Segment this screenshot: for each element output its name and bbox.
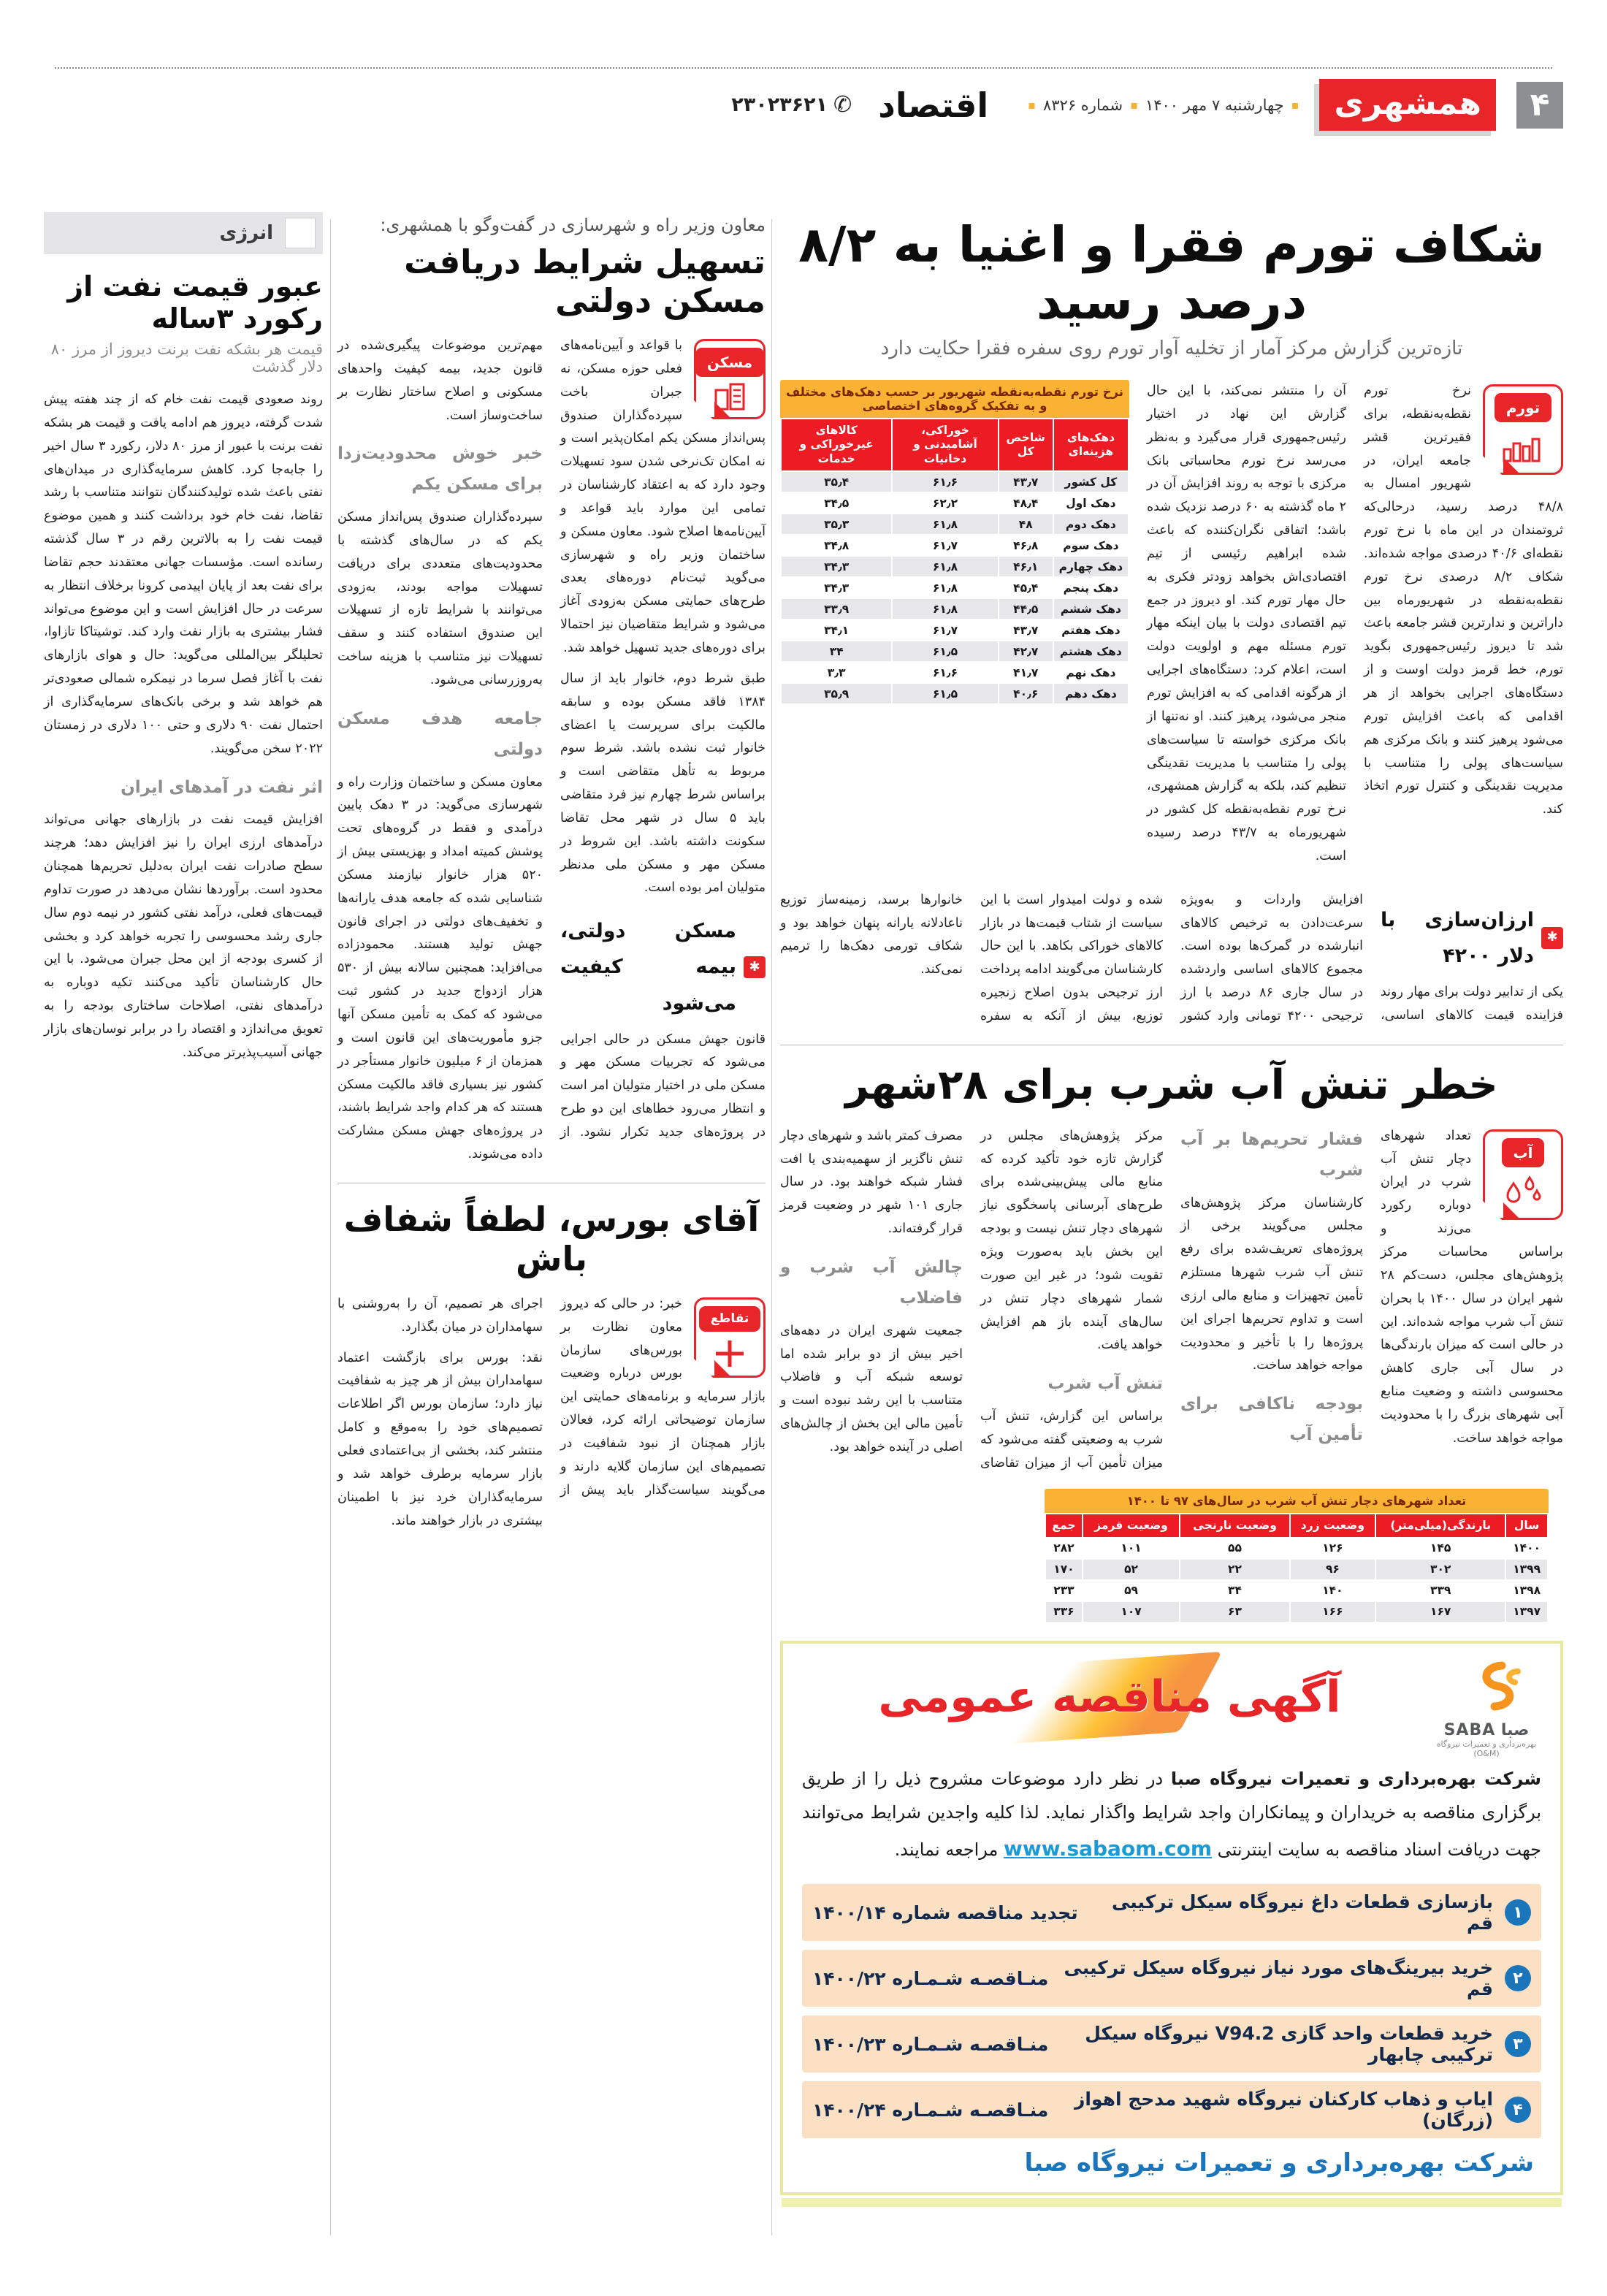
tender-item — [802, 2081, 1541, 2138]
table-cell: ۳۴٫۳ — [781, 577, 892, 598]
tender-item-ref: تجدید مناقصه شماره ۱۴۰۰/۱۴ — [812, 1902, 1078, 1923]
table-cell: دهک هفتم — [1053, 619, 1129, 641]
table-cell: ۱۴۰۰ — [1505, 1538, 1548, 1559]
lead-subhead: تازه‌ترین گزارش مرکز آمار از تخلیه آوار تورم روی سفره فقرا حکایت دارد — [880, 337, 1463, 359]
right-band — [780, 212, 1563, 2207]
lead-paragraph: آن را منتشر نمی‌کند، با این حال گزارش این نهاد در اختیار رئیس‌جمهوری قرار می‌گیرد و به‌نظر می‌رسد نرخ تورم محاسباتی بانک مرکزی با توجه به روند افزایش آن در ۲ ماه گذشته به ۶۰ درصد نزدیک شده باشد؛ اتفاقی نگران‌کننده که باعث شده ابراهیم رئیسی از تیم اقتصادی‌اش بخواهد زودتر فکری به حال مهار تورم کند. او دیروز در جمع تیم اقتصادی دولت با بیان اینکه مهار تورم مسئله مهم و اولویت دولت است، اعلام کرد: دستگاه‌های اجرایی از هرگونه اقدامی که به افزایش تورم منجر می‌شود، پرهیز کنند. او نه‌تنها از بانک مرکزی خواسته تا سیاست‌های پولی را متناسب با مدیریت نقدینگی تنظیم کند، بلکه به گزارش همشهری، نرخ تورم نقطه‌به‌نقطه کل کشور در شهریورماه به ۴۳/۷ درصد رسیده است. — [1147, 384, 1346, 863]
saba-swirl-icon — [1454, 1658, 1541, 1721]
table-row — [781, 683, 1129, 704]
inflation-table-title: نرخ تورم نقطه‌به‌نقطه شهریور بر حسب دهک‌های مختلف و به تفکیک گروه‌های اختصاصی — [780, 380, 1129, 418]
water-paragraph: تعداد شهرهای دچار تنش آب شرب در ایران دوباره رکورد می‌زند و براساس محاسبات مرکز پژوهش‌های مجلس، دست‌کم ۲۸ شهر ایران در سال ۱۴۰۰ با بحران تنش آب شرب مواجه شده‌اند. این در حالی است که میزان بارندگی‌ها در سال آبی جاری کاهش محسوسی داشته و وضعیت منابع آبی شهرهای بزرگ را با محدودیت مواجه خواهد ساخت. — [1381, 1128, 1563, 1446]
table-row — [1045, 1559, 1548, 1580]
table-row — [781, 662, 1129, 683]
col-header: وضعیت زرد — [1290, 1514, 1375, 1538]
table-cell: ۶۱٫۸ — [892, 598, 998, 619]
inflation-table-head — [781, 419, 1129, 471]
table-row — [781, 514, 1129, 535]
orange-dot-icon: ▪ — [1130, 98, 1138, 112]
ad-website-link[interactable]: www.sabaom.com — [1004, 1837, 1213, 1861]
table-cell: ۶۱٫۸ — [892, 514, 998, 535]
table-cell: ۴۲٫۷ — [999, 641, 1053, 662]
col-header: جمع — [1045, 1514, 1083, 1538]
ad-header — [802, 1658, 1541, 1758]
tender-item-ref: منـاقصـه شـمـاره ۱۴۰۰/۲۴ — [812, 2099, 1049, 2121]
tender-item-title: خرید بیرینگ‌های مورد نیاز نیروگاه سیکل ترکیبی قم — [1064, 1957, 1493, 2000]
table-cell: ۵۹ — [1083, 1580, 1180, 1601]
housing-paragraph: با قواعد و آیین‌نامه‌های فعلی حوزه مسکن، نه جبران باخت سپرده‌گذاران صندوق پس‌انداز مسکن یکم امکان‌پذیر است و نه امکان تک‌نرخی شدن سود تسهیلات وجود دارد که به اعتقاد کارشناسان در تمامی این موارد باید قواعد و آیین‌نامه‌ها اصلاح شود. معاون مسکن و ساختمان وزیر راه و شهرسازی می‌گوید ثبت‌نام دوره‌های بعدی طرح‌های حمایتی مسکن به‌زودی آغاز می‌شود و شرایط متقاضیان نیز احتمالا برای دوره‌های جدید تسهیل خواهد شد. — [560, 338, 766, 655]
issue-number: شماره ۸۳۲۶ — [1043, 96, 1123, 114]
housing-subhead: جامعه هدف مسکن دولتی — [337, 709, 543, 759]
saba-logo-caption: بهره‌برداری و تعمیرات نیروگاه (O&M) — [1436, 1739, 1537, 1758]
badge-label: مسکن — [695, 348, 764, 377]
item-number-badge: ۴ — [1505, 2097, 1531, 2123]
table-row — [1045, 1538, 1548, 1559]
phone-number: ۲۳۰۲۳۶۲۱ — [731, 94, 828, 116]
water-table-wrap — [1045, 1489, 1549, 1623]
badge-label: تورم — [1495, 393, 1551, 422]
energy-subhead: قیمت هر بشکه نفت برنت دیروز از مرز ۸۰ دلار گذشت — [50, 340, 323, 375]
housing-paragraph: سپرده‌گذاران صندوق پس‌انداز مسکن یکم که در سال‌های گذشته با محدودیت‌های متعددی برای دریافت تسهیلات مواجه بودند، به‌زودی می‌توانند با شرایط تازه از تسهیلات این صندوق استفاده کنند و سقف تسهیلات نیز متناسب با هزینه ساخت به‌روزرسانی می‌شود. — [337, 510, 543, 687]
table-cell: ۳۴٫۸ — [781, 535, 892, 556]
inflation-table-body — [781, 471, 1129, 704]
table-cell: ۱۰۱ — [1083, 1538, 1180, 1559]
tender-ad-box — [780, 1641, 1563, 2195]
orange-dot-icon: ▪ — [1291, 98, 1299, 112]
table-cell: دهک نهم — [1053, 662, 1129, 683]
water-body — [780, 1125, 1563, 1476]
table-cell: ۳٫۳ — [781, 662, 892, 683]
ad-title: آگهی مناقصه عمومی — [878, 1671, 1341, 1723]
water-paragraph: براساس این گزارش، تنش آب شرب به وضعیتی گفته می‌شود که میزان تأمین آب از میزان تقاضای مصرف کمتر باشد و شهرهای دچار تنش ناگزیر از سهمیه‌بندی یا افت فشار شبکه خواهند بود. در سال جاری ۱۰۱ شهر در وضعیت قرمز قرار گرفته‌اند. — [780, 1128, 1163, 1471]
table-cell: ۴۸ — [999, 514, 1053, 535]
energy-kicker-bar — [44, 212, 323, 254]
table-cell: ۳۴ — [1180, 1580, 1289, 1601]
column-rule — [330, 219, 331, 2235]
table-cell: دهک چهارم — [1053, 556, 1129, 577]
water-subhead: چالش آب شرب و فاضلاب — [780, 1258, 963, 1308]
housing-subhead: خبر خوش محدودیت‌زدا برای مسکن یکم — [337, 444, 543, 495]
table-cell: ۳۴٫۵ — [781, 492, 892, 514]
table-row — [781, 577, 1129, 598]
page-header — [44, 79, 1563, 131]
table-cell: کل کشور — [1053, 471, 1129, 492]
tender-item-title: خرید قطعات واحد گازی V94.2 نیروگاه سیکل ترکیبی چابهار — [1085, 2023, 1493, 2066]
table-cell: ۳۳۹ — [1375, 1580, 1505, 1601]
table-cell: ۴۱٫۷ — [999, 662, 1053, 683]
table-cell: ۳۵٫۳ — [781, 514, 892, 535]
article-energy — [44, 212, 323, 1065]
water-headline: خطر تنش آب شرب برای ۲۸شهر — [845, 1061, 1498, 1109]
subhead-text: مسکن دولتی، بیمه کیفیت می‌شود — [560, 920, 736, 1015]
col-header: دهک‌های هزینه‌ای — [1053, 419, 1129, 471]
table-cell: ۶۱٫۶ — [892, 471, 998, 492]
table-cell: ۶۲٫۲ — [892, 492, 998, 514]
tender-item-ref: منـاقصـه شـمـاره ۱۴۰۰/۲۳ — [812, 2033, 1049, 2055]
energy-subhead-gray: اثر نفت در آمدهای ایران — [121, 777, 323, 797]
water-paragraph: مرکز پژوهش‌های مجلس در گزارش تازه خود تأکید کرده که منابع مالی پیش‌بینی‌شده برای طرح‌های آبرسانی پاسخگوی نیاز شهرهای دچار تنش نیست و بودجه این بخش باید به‌صورت ویژه تقویت شود؛ در غیر این صورت شمار شهرهای دچار تنش در سال‌های آینده باز هم افزایش خواهد یافت. — [980, 1128, 1163, 1353]
article-water-tension — [780, 1061, 1563, 1623]
lead-red-subhead — [1381, 902, 1563, 974]
saba-logo-text: صبا SABA — [1443, 1720, 1530, 1739]
tender-item-ref: منـاقصـه شـمـاره ۱۴۰۰/۲۲ — [812, 1967, 1049, 1989]
table-cell: ۴۶٫۱ — [999, 556, 1053, 577]
water-badge — [1483, 1129, 1563, 1220]
article-inflation-gap — [780, 216, 1563, 1029]
table-cell: ۴۵٫۴ — [999, 577, 1053, 598]
table-cell: دهک ششم — [1053, 598, 1129, 619]
lead-body-row — [780, 380, 1563, 876]
table-cell: ۳۳٫۹ — [781, 598, 892, 619]
lead-column-2 — [1147, 380, 1346, 876]
tender-item — [802, 1950, 1541, 2007]
water-subhead: فشار تحریم‌ها بر آب شرب — [1180, 1129, 1363, 1180]
badge-label: آب — [1502, 1138, 1545, 1167]
table-row — [781, 598, 1129, 619]
water-table — [1045, 1513, 1549, 1623]
table-cell: ۴۴٫۵ — [999, 598, 1053, 619]
water-table-head — [1045, 1514, 1548, 1538]
column-rule — [771, 219, 772, 2235]
table-cell: دهک دوم — [1053, 514, 1129, 535]
star-box-icon: ✱ — [744, 956, 766, 978]
bourse-body — [337, 1293, 766, 1533]
table-row — [781, 492, 1129, 514]
table-cell: ۴۶٫۸ — [999, 535, 1053, 556]
table-cell: ۶۱٫۸ — [892, 577, 998, 598]
table-cell: ۲۲ — [1180, 1559, 1289, 1580]
col-header: شاخص کل — [999, 419, 1053, 471]
table-cell: دهک سوم — [1053, 535, 1129, 556]
table-cell: ۱۴۰ — [1290, 1580, 1375, 1601]
table-row — [781, 641, 1129, 662]
table-cell: ۳۴٫۱ — [781, 619, 892, 641]
table-cell: ۴۸٫۴ — [999, 492, 1053, 514]
folded-corner — [694, 400, 713, 419]
table-cell: ۶۱٫۷ — [892, 535, 998, 556]
folded-corner — [694, 1359, 713, 1378]
table-cell: ۳۳۶ — [1045, 1601, 1083, 1622]
table-cell: ۴۳٫۷ — [999, 471, 1053, 492]
table-row — [1045, 1601, 1548, 1622]
table-cell: ۴۳٫۷ — [999, 619, 1053, 641]
ad-footer-company: شرکت بهره‌برداری و تعمیرات نیروگاه صبا — [1024, 2148, 1534, 2178]
bourse-paragraph: خبر: در حالی که دیروز معاون نظارت بر بورس‌های سازمان بورس درباره وضعیت بازار سرمایه و برنامه‌های حمایتی این سازمان توضیحاتی ارائه کرد، فعالان بازار همچنان از نبود شفافیت در تصمیم‌های این سازمان گلایه دارند و می‌گویند سیاست‌گذار باید پیش از اجرای هر تصمیم، آن را به‌روشنی با سهامداران در میان بگذارد. — [337, 1296, 766, 1498]
table-cell: ۲۸۲ — [1045, 1538, 1083, 1559]
table-cell: ۵۵ — [1180, 1538, 1289, 1559]
table-cell: ۶۱٫۵ — [892, 641, 998, 662]
housing-headline: تسهیل شرایط دریافت مسکن دولتی — [404, 243, 766, 320]
bourse-paragraph: نقد: بورس برای بازگشت اعتماد سهامداران بیش از هر چیز به شفافیت نیاز دارد؛ سازمان بورس اگر اطلاعات تصمیم‌های خود را به‌موقع و کامل منتشر کند، بخشی از بی‌اعتمادی فعلی بازار سرمایه برطرف خواهد شد و سرمایه‌گذاران خرد نیز با اطمینان بیشتری در بازار خواهند ماند. — [337, 1350, 543, 1528]
inflation-badge — [1483, 384, 1563, 475]
col-header: سال — [1505, 1514, 1548, 1538]
table-cell: ۳۵٫۹ — [781, 683, 892, 704]
badge-label: تقاطع — [699, 1306, 761, 1332]
ad-title-zone — [802, 1658, 1417, 1753]
lead-paragraph: یکی از تدابیر دولت برای مهار روند فزاینده قیمت کالاهای اساسی، افزایش واردات و به‌ویژه سرعت‌دادن به ترخیص کالاهای انبارشده در گمرک‌ها بوده است. مجموع کالاهای اساسی واردشده در سال جاری ۸۶ درصد با ارز ترجیحی ۴۲۰۰ تومانی وارد کشور شده و دولت امیدوار است با این سیاست از شتاب قیمت‌ها در بازار کالاهای خوراکی بکاهد. با این حال کارشناسان می‌گویند ادامه پرداخت ارز ترجیحی بدون اصلاح زنجیره توزیع، بیش از آنکه به سفره خانوارها برسد، زمینه‌ساز توزیع ناعادلانه یارانه پنهان خواهد بود و شکاف تورمی دهک‌ها را ترمیم نمی‌کند. — [780, 892, 1563, 1023]
left-band — [44, 212, 323, 1072]
table-cell: ۳۴٫۳ — [781, 556, 892, 577]
table-cell: ۶۱٫۶ — [892, 662, 998, 683]
table-cell: ۵۲ — [1083, 1559, 1180, 1580]
table-cell: ۱۴۵ — [1375, 1538, 1505, 1559]
ad-intro-text: در نظر دارد موضوعات مشروح ذیل را از طریق برگزاری مناقصه به خریداران و پیمانکاران واجد شرایط واگذار نماید. لذا کلیه واجدین شرایط می‌توانند جهت دریافت اسناد مناقصه به سایت اینترنتی — [802, 1768, 1541, 1861]
date-text: چهارشنبه ۷ مهر ۱۴۰۰ — [1145, 96, 1284, 114]
category-chip — [285, 218, 316, 248]
water-paragraph: جمعیت شهری ایران در دهه‌های اخیر بیش از دو برابر شده اما توسعه شبکه آب و فاضلاب متناسب با این رشد نبوده است و تأمین مالی این بخش از چالش‌های اصلی در آینده خواهد بود. — [780, 1323, 963, 1454]
table-cell: ۳۵٫۴ — [781, 471, 892, 492]
water-subhead: بودجه ناکافی برای تأمین آب — [1180, 1395, 1363, 1445]
saba-logo — [1432, 1658, 1541, 1758]
orange-dot-icon: ▪ — [1028, 98, 1036, 112]
table-cell: ۳۴ — [781, 641, 892, 662]
water-table-title: تعداد شهرهای دچار تنش آب شرب در سال‌های ۹۷ تا ۱۴۰۰ — [1045, 1489, 1549, 1513]
table-cell: ۲۳۳ — [1045, 1580, 1083, 1601]
phone-icon: ✆ — [833, 92, 852, 118]
folded-corner — [1483, 456, 1502, 475]
subhead-text: ارزان‌سازی با دلار ۴۲۰۰ — [1381, 908, 1534, 967]
middle-band — [337, 212, 766, 1533]
table-cell: ۶۳ — [1180, 1601, 1289, 1622]
table-cell: ۶۱٫۷ — [892, 619, 998, 641]
housing-paragraph: طبق شرط دوم، خانوار باید از سال ۱۳۸۴ فاقد مسکن بوده و سابقه مالکیت برای سرپرست یا اعضای خانوار ثبت نشده باشد. شرط سوم مربوط به تأهل متقاضی است و براساس شرط چهارم نیز فرد متقاضی باید ۵ سال در شهر محل تقاضا سکونت داشته باشد. این شروط در مسکن مهر و مسکن ملی مدنظر متولیان امر بوده است. — [560, 671, 766, 896]
housing-red-subhead — [560, 913, 766, 1021]
folded-corner — [1483, 1201, 1502, 1220]
contact-phone — [731, 92, 852, 118]
table-cell: ۱۶۶ — [1290, 1601, 1375, 1622]
table-cell: ۱۷۰ — [1045, 1559, 1083, 1580]
ad-bottom-strip — [782, 2198, 1562, 2207]
col-header: خوراکی، آشامیدنی و دخانیات — [892, 419, 998, 471]
table-row — [781, 619, 1129, 641]
table-row — [1045, 1580, 1548, 1601]
housing-badge — [694, 339, 766, 419]
ad-outro-text: مراجعه نمایند. — [894, 1839, 999, 1861]
tender-item-title: ایاب و ذهاب کارکنان نیروگاه شهید مدحج اهواز (زرگان) — [1074, 2089, 1493, 2132]
water-table-body — [1045, 1538, 1548, 1622]
table-cell: ۹۶ — [1290, 1559, 1375, 1580]
table-row — [781, 535, 1129, 556]
table-cell: ۱۳۹۹ — [1505, 1559, 1548, 1580]
inflation-table-wrap — [780, 380, 1129, 876]
item-number-badge: ۳ — [1505, 2031, 1531, 2057]
water-subhead: تنش آب شرب — [1047, 1374, 1163, 1394]
lead-paragraph: نرخ تورم نقطه‌به‌نقطه، برای فقیرترین قشر جامعه ایران، در شهریور امسال به ۴۸/۸ درصد رسید، درحالی‌که ثروتمندان در این ماه با نرخ تورم نقطه‌ای ۴۰/۶ درصدی مواجه شده‌اند. شکاف ۸/۲ درصدی نرخ تورم نقطه‌به‌نقطه در شهریورماه بین داراترین و ندارترین قشر جامعه باعث شد تا دیروز رئیس‌جمهوری بگوید تورم، خط قرمز دولت اوست و از دستگاه‌های اجرایی بخواهد از هر اقدامی که باعث افزایش تورم می‌شود پرهیز کنند و بانک مرکزی هم سیاست‌های پولی را متناسب با مدیریت نقدینگی و کنترل تورم اتخاذ کند. — [1364, 384, 1563, 817]
energy-paragraph: افزایش قیمت نفت در بازارهای جهانی می‌تواند درآمدهای ارزی ایران را نیز افزایش دهد؛ هرچند سطح صادرات نفت ایران به‌دلیل تحریم‌ها همچنان محدود است. برآوردها نشان می‌دهد در صورت تداوم قیمت‌های فعلی، درآمد نفتی کشور در نیمه دوم سال جاری رشد محسوسی را تجربه خواهد کرد و بخشی از کسری بودجه از این محل جبران می‌شود. با این حال کارشناسان تأکید می‌کنند تکیه دوباره به درآمدهای نفتی، اصلاحات ساختاری بودجه را به تعویق می‌اندازد و اقتصاد را در برابر نوسان‌های بازار جهانی آسیب‌پذیرتر می‌کند. — [44, 812, 323, 1060]
article-bourse — [337, 1200, 766, 1533]
table-cell: ۱۳۹۸ — [1505, 1580, 1548, 1601]
table-cell: دهک اول — [1053, 492, 1129, 514]
housing-kicker: معاون وزیر راه و شهرسازی در گفت‌وگو با همشهری: — [380, 215, 766, 235]
section-title: اقتصاد — [878, 85, 989, 125]
table-cell: ۳۰۲ — [1375, 1559, 1505, 1580]
article-housing — [337, 215, 766, 1167]
lead-column-1 — [1364, 380, 1563, 876]
col-header: وضعیت قرمز — [1083, 1514, 1180, 1538]
housing-paragraph: معاون مسکن و ساختمان وزارت راه و شهرسازی می‌گوید: در ۳ دهک پایین درآمدی و فقط در گروه‌های تحت پوشش کمیته امداد و بهزیستی بیش از ۵۲۰ هزار خانوار نیازمند مسکن شناسایی شده که جامعه هدف یارانه‌ها و تخفیف‌های دولتی در اجرای قانون جهش تولید هستند. محمودزاده می‌افزاید: همچنین سالانه بیش از ۵۳۰ هزار ازدواج جدید در کشور ثبت می‌شود که کمک به تأمین مسکن آنها جزو مأموریت‌های این قانون است و همزمان از ۶ میلیون خانوار مستأجر در کشور نیز بسیاری فاقد مالکیت مسکن هستند که هر کدام واجد شرایط باشند، در پروژه‌های جهش مسکن مشارکت داده می‌شوند. — [337, 774, 543, 1162]
top-dotted-rule — [55, 67, 1552, 69]
ad-company-bold: شرکت بهره‌برداری و تعمیرات نیروگاه صبا — [1170, 1768, 1541, 1789]
table-cell: ۱۰۷ — [1083, 1601, 1180, 1622]
housing-paragraph: قانون جهش مسکن در حالی اجرایی می‌شود که تجربیات مسکن مهر و مسکن ملی در اختیار متولیان امر است و انتظار می‌رود خطاهای این دو طرح در پروژه‌های جدید تکرار نشود. از مهم‌ترین موضوعات پیگیری‌شده در قانون جدید، بیمه کیفیت واحدهای مسکونی و اصلاح ساختار نظارت بر ساخت‌وساز است. — [337, 338, 766, 1140]
lead-headline: شکاف تورم فقرا و اغنیا به ۸/۲ درصد رسید — [798, 216, 1545, 330]
table-cell: ۴۰٫۶ — [999, 683, 1053, 704]
table-row — [781, 556, 1129, 577]
ad-intro — [802, 1763, 1541, 1868]
col-header: وضعیت نارنجی — [1180, 1514, 1289, 1538]
lead-continued — [780, 889, 1563, 1029]
table-cell: ۶۱٫۸ — [892, 556, 998, 577]
table-cell: دهک هشتم — [1053, 641, 1129, 662]
star-box-icon: ✱ — [1541, 927, 1563, 949]
tender-item-title: بازسازی قطعات داغ نیروگاه سیکل ترکیبی قم — [1112, 1891, 1493, 1934]
table-row — [781, 471, 1129, 492]
page-number: ۴ — [1516, 82, 1563, 129]
energy-paragraph: روند صعودی قیمت نفت خام که از چند هفته پیش شدت گرفته، دیروز هم ادامه یافت و قیمت هر بشکه نفت برنت با عبور از مرز ۸۰ دلار، رکورد ۳ سال اخیر را جابه‌جا کرد. کاهش سرمایه‌گذاری در میدان‌های نفتی باعث شده تولیدکنندگان نتوانند متناسب با رشد تقاضا، نفت خام خود برداشت کنند و همین موضوع قیمت نفت را به بالاترین رقم در ۳ سال گذشته رسانده است. مؤسسات جهانی معتقدند حجم تقاضا برای نفت بعد از پایان اپیدمی کرونا برخلاف انتظار به سرعت در حال افزایش است و این موضوع می‌تواند فشار بیشتری به بازار نفت وارد کند. توشیتاکا تازاوا، تحلیلگر بین‌المللی می‌گوید: حال و هوای بازارهای نفت با آغاز فصل سرما در نیمکره شمالی صعودی‌تر هم خواهد شد و برخی بانک‌های سرمایه‌گذاری از احتمال نفت ۹۰ دلاری و حتی ۱۰۰ دلاری در زمستان ۲۰۲۲ سخن می‌گویند. — [44, 392, 323, 756]
energy-headline: عبور قیمت نفت از رکورد ۳ساله — [67, 270, 323, 335]
table-cell: ۱۲۶ — [1290, 1538, 1375, 1559]
item-number-badge: ۱ — [1505, 1899, 1531, 1926]
newspaper-logo: همشهری — [1319, 79, 1496, 131]
inflation-table — [780, 418, 1129, 705]
col-header: کالاهای غیرخوراکی و خدمات — [781, 419, 892, 471]
table-cell: ۶۱٫۵ — [892, 683, 998, 704]
tender-item — [802, 1884, 1541, 1941]
tender-item — [802, 2015, 1541, 2072]
dateline — [1028, 96, 1299, 114]
energy-kicker-label: انرژی — [219, 222, 273, 244]
table-cell: ۱۳۹۷ — [1505, 1601, 1548, 1622]
housing-body — [337, 335, 766, 1167]
table-cell: دهک دهم — [1053, 683, 1129, 704]
table-cell: دهک پنجم — [1053, 577, 1129, 598]
bourse-headline: آقای بورس، لطفاً شفاف باش — [343, 1199, 760, 1278]
item-number-badge: ۲ — [1505, 1965, 1531, 1991]
water-paragraph: کارشناسان مرکز پژوهش‌های مجلس می‌گویند برخی از پروژه‌های تعریف‌شده برای رفع تنش آب شرب شهرها مستلزم تأمین تجهیزات و منابع مالی ارزی است و تداوم تحریم‌ها اجرای این پروژه‌ها را با تأخیر و محدودیت مواجه خواهد ساخت. — [1180, 1195, 1363, 1373]
energy-body — [44, 389, 323, 1065]
table-cell: ۱۶۷ — [1375, 1601, 1505, 1622]
bourse-badge — [694, 1297, 766, 1378]
col-header: بارندگی(میلی‌متر) — [1375, 1514, 1505, 1538]
